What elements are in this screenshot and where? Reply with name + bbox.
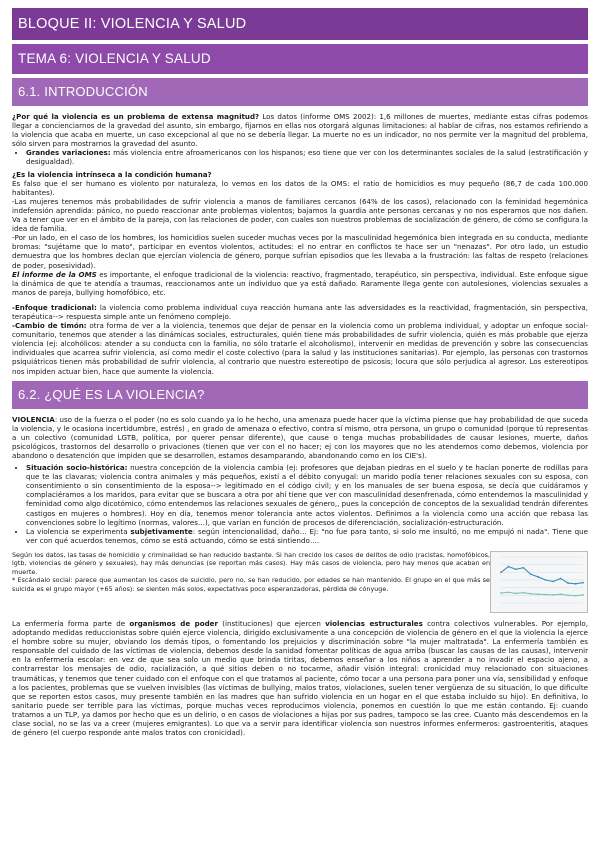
data-point <box>545 579 547 581</box>
data-point <box>567 582 569 584</box>
paragraph: -Enfoque tradicional: la violencia como problema individual cuya reacción humana ante las adversidades es la reactividad, fragmentación, sin perspectiva, terapéutica--> respuesta simple ante un fenómeno complejo. <box>12 302 588 321</box>
trend-chart-svg <box>491 552 587 612</box>
paragraph: El informe de la OMS es importante, el enfoque tradicional de la violencia: reactivo, fragmentado, terapéutico, sin perspectiva, individual. Este enfoque sigue la dinámica de que te atendía a traumas, reaccionamos ante un individuo que ya está dañado. Raramente llega gente con autolesiones, violencias sexuales a manos de pareja, bullying homofóbico, etc. <box>12 269 588 297</box>
data-point <box>500 571 502 573</box>
paragraph: VIOLENCIA: uso de la fuerza o el poder (no es solo cuando ya lo he hecho, una amenaza puede hacer que la víctima piense que hay probabilidad de que suceda la violencia, y le ocasiona incertidumbre, estrés) , en grado de amenaza o efectivo, contra sí mismo, otra persona, un grupo o comunidad (porque tú representas a un colectivo (comunidad LGTB, política, por querer pensar diferente), que cause o tenga muchas probabilidades de causar lesiones, muerte, daños psicológicos, trastornos del desarrollo o privaciones (tienen que ver con el no hacer; ej con los mayores que no les atendemos como debemos, violencia por abandono o desatención que impiden que se desarrollen, estamos desamparando, abandonando como en los CIE's). <box>12 414 588 460</box>
data-point <box>582 594 584 596</box>
document-page <box>12 0 588 737</box>
note <box>12 551 490 613</box>
paragraph: -Las mujeres tenemos más probabilidades de sufrir violencia a manos de familiares cercanos (64% de los casos), relacionado con la feminidad hegemónica indefensión aprendida: pánico, no puedo reaccionar ante problemas violentos; bajamos la guardia ante personas cercanas y no nos esperamos que nos dañen. Va a tener que ver en el ámbito de la pareja, con las relaciones de poder, con cuales son nuestros problemas de socialización de género, de cómo se configura la idea de familia. <box>12 196 588 234</box>
data-point <box>560 593 562 595</box>
list-item: • Grandes variaciones: más violencia entre afroamericanos con los hispanos; eso tiene que ver con los determinantes sociales de la salud (estratificación y desigualdad). <box>26 148 588 166</box>
data-point <box>522 592 524 594</box>
bullet-list <box>12 148 588 166</box>
data-point <box>530 593 532 595</box>
list-item: • La violencia se experimenta subjetivamente: según intencionalidad, daño… Ej: "no fue para tanto, si solo me insultó, no me empujó ni nada". Tiene que ver con qué acuerdos tenemos, cómo se está actuando, cómo se está sintiendo…. <box>26 527 588 545</box>
data-point <box>575 583 577 585</box>
note-with-chart <box>12 551 588 613</box>
data-point <box>515 568 517 570</box>
paragraph: ¿Por qué la violencia es un problema de extensa magnitud? Los datos (informe OMS 2002): 1,6 millones de muertes, mediante estas cifras podemos llegar a concienciarnos de la gravedad del asunto, sin embargo, fijarnos en ellas nos otorgará algunas limitaciones: al hablar de cifras, nos estamos refiriendo a la violencia que acaba en muerte, un caso excepcional al que no se debería llegar. La muerte no es un indicador, no nos permite ver la magnitud del problema, sólo sirven para mostrarnos la gravedad del asunto. <box>12 112 588 149</box>
trend-chart <box>490 551 588 613</box>
paragraph: Es falso que el ser humano es violento por naturaleza, lo vemos en los datos de la OMS: el ratio de homicidios es muy pequeño (86,7 de cada 100.000 habitantes). <box>12 178 588 197</box>
section-what-body <box>12 415 588 738</box>
data-point <box>582 582 584 584</box>
note-paragraph: * Escándalo social: parece que aumentan los casos de suicidio, pero no, se han reducido, por edades se han mantenido. El grupo en el que más se suicida es el grupo mayor (+65 años): se sienten más solos, expectativas poco esperanzadoras, pérdida de cónyuge. <box>12 576 490 593</box>
theme-title: TEMA 6: VIOLENCIA Y SALUD <box>12 44 588 74</box>
paragraph: ¿Es la violencia intrínseca a la condición humana? <box>12 169 212 179</box>
paragraph: La enfermería forma parte de organismos de poder (instituciones) que ejercen violencias estructurales contra colectivos vulnerables. Por ejemplo, adoptando medidas reduccionistas sobre quién ejerce violencia, dirigido exclusivamente a una concepción de violencia de género en el que la violencia la ejerce el hombre sobre su mujer, obviando los demás tipos, o fomentando los prejuicios y discriminación sobre "la mujer maltratada". La enfermería también es responsable del cuidado de las víctimas de violencia, debemos desde la sanidad fomentar políticas de agua arriba (buscar las causas de las causas), intervenir en la enfermería escolar: en vez de que sea solo un medio que brinda tiritas, debemos enseñar a los niños a aprender a no invadir el espacio ajeno, a contrarrestar los mensajes de odio, racialización, a qué sitios deben o no tocarme, añadir visión integral: cronicidad muy relacionado con situaciones traumáticas, y tenemos que tener cuidado con el enfoque con el que tratamos al paciente, cómo tocar a una persona para poner una vía, sensibilidad y enfoque a los pacientes, problemas que se vuelven invisibles (las víctimas de bullying, malos tratos, violaciones, suelen tener vergüenza de su situación, lo que dificulte que se reporten estos casos, muy presente también en las madres que han sufrido violencia en un hogar en el que estaba incluido su hijo). En definitiva, lo sanitario puede ser terrible para las víctimas, porque muchas veces reproducimos violencia, ponemos en cuestión lo que me están contando. Ej: cuando tratamos a un TLP, ya damos por hecho que es un delirio, o en casos de violaciones a hijas por sus padres, tampoco se las cree. Cuanto más descendemos en la clase social, no se las va a creer (mujeres emigrantes). Lo que va a servir para identificar violencia son nuestros informes enfermeros: gastroenteritis, ataques de género (el cuerpo responde ante malos tratos con cronicidad). <box>12 618 588 738</box>
section-what-title: 6.2. ¿QUÉ ES LA VIOLENCIA? <box>12 381 588 409</box>
data-point <box>522 567 524 569</box>
bullet-list <box>12 463 588 545</box>
data-point <box>575 595 577 597</box>
data-point <box>537 576 539 578</box>
paragraph: -Cambio de timón: otra forma de ver a la violencia, tenemos que dejar de pensar en la violencia como un problema individual, y adoptar un enfoque social-comunitario, tenemos que atender a las dinámicas sociales, estructurales, quién tiene más probabilidades de sufrir violencia, quién es más probable que ejerza violencia (ej: alcohólicos: atender a su conducta con la familia, no sólo tratarle el alcoholismo), intervenir en medidas de prevención y sobre las consecuencias individuales que acarrea sufrir violencia, así como medir el coste colectivo (para la salud y las instituciones sanitarias). Por ejemplo, las personas con trastornos psiquiátricos tienen más probabilidad de sufrir violencia, al contrario que nuestro estereotipo de psicosis; locura que sólo perjudica al agresor. Los estereotipos nos impiden actuar bien, hace que aumente la violencia. <box>12 321 588 376</box>
data-point <box>515 592 517 594</box>
data-point <box>500 592 502 594</box>
section-intro-title: 6.1. INTRODUCCIÓN <box>12 78 588 106</box>
data-point <box>530 573 532 575</box>
paragraph: -Por un lado, en el caso de los hombres, los homicidios suelen suceder muchas veces por la masculinidad hegemónica bien integrada en su conducta, mediante bromas: "sujétame que lo mato", participar en eventos violentos, actitudes: el no entrar en conflictos te hace ser un "nenazas". Por otro lado, un estudio demuestra que los hombres declan que ejercían violencia de género, porque sufrían episodios que les llevaba a la frustración: las faltas de respeto (relaciones de poder, posesividad). <box>12 233 588 270</box>
data-point <box>567 594 569 596</box>
block-title: BLOQUE II: VIOLENCIA Y SALUD <box>12 8 588 40</box>
list-item: • Situación socio-histórica: nuestra concepción de la violencia cambia (ej: profesores que dejaban piedras en el suelo y te hacían ponerte de rodillas para que te las clavaras; violencia contra animales y más pequeños, existí a el débito conyugal: un marido podía tener relaciones sexuales con su esposa, con consentimiento o sin consentimiento de la esposa--> legitimado en el código civil; y en los manuales de ser buena esposa, se decía que cuidáramos y complaciéramos a los maridos, para evitar que se buscara a otra por ahí tiene que ver con masculinidad desenfrenada, cómo entendemos la masculinidad y feminidad como algo dicotómico, cómo entendemos las relaciones sexuales de género,, pues la concepción de conceptos de la sexualidad tendrán diferentes castigos en mujeres o hombres). Hoy en día, tenemos menor tolerancia ante actos violentos. Definimos a la violencia como una acción que rebasa las convenciones sobre lo legítimo (normas, valores…), que varían en función de procesos de diferenciación, socialización-estructuración. <box>26 463 588 527</box>
data-point <box>508 591 510 593</box>
section-intro-body <box>12 112 588 376</box>
data-point <box>537 593 539 595</box>
note-paragraph: Según los datos, las tasas de homicidio y criminalidad se han reducido bastante. Si han crecido los casos de delitos de odio (racistas, homofóbicos, lgtb, violencias de género y sexuales), hay más denuncias (se reportan más casos). Hay más casos de violencia, pero hay menos que acaban en muerte. <box>12 550 490 576</box>
data-point <box>552 581 554 583</box>
data-point <box>508 566 510 568</box>
data-point <box>560 578 562 580</box>
series-line-0 <box>501 567 583 584</box>
data-point <box>545 594 547 596</box>
data-point <box>552 594 554 596</box>
